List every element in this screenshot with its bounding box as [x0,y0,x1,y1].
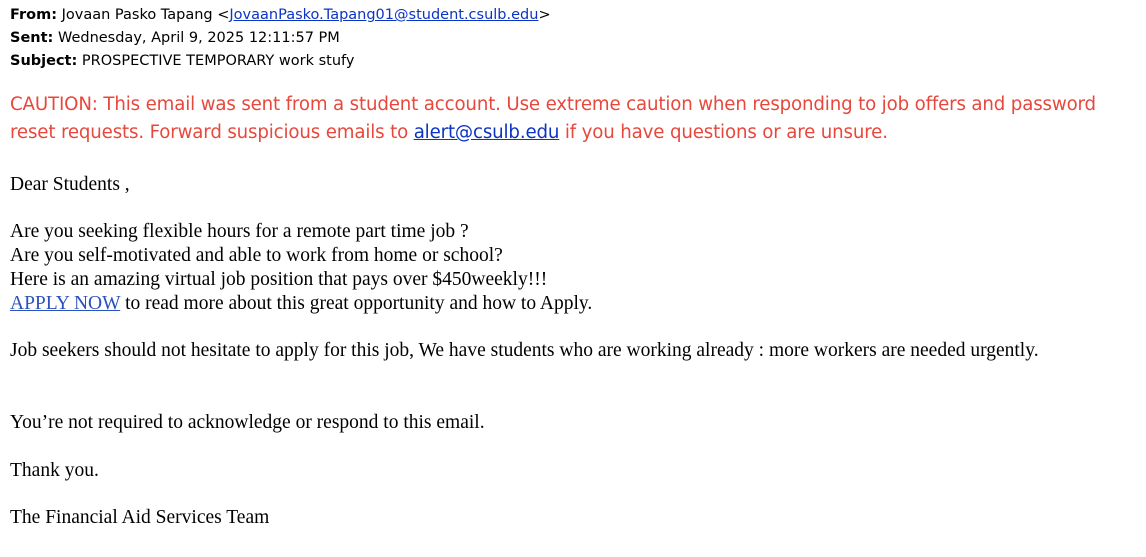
email-message [10,4,1140,530]
paragraph-no-reply: You’re not required to acknowledge or respond to this email. [10,412,485,433]
body-line-2: Are you self-motivated and able to work from home or school? [10,245,503,266]
apply-row-text: to read more about this great opportunity and how to Apply. [120,293,593,314]
greeting: Dear Students , [10,174,130,195]
alert-email-link[interactable]: alert@csulb.edu [413,122,560,143]
paragraph-urgency: Job seekers should not hesitate to apply for this job, We have students who are working already : more workers are needed urgently. [10,340,1039,361]
sent-value: Wednesday, April 9, 2025 12:11:57 PM [57,30,340,46]
signature: The Financial Aid Services Team [10,507,270,528]
from-open-bracket: < [217,7,230,23]
subject-label: Subject: [10,53,78,69]
from-label: From: [10,7,57,23]
caution-banner [10,91,1140,147]
apply-row [10,292,1140,316]
subject-value: PROSPECTIVE TEMPORARY work stufy [81,53,355,69]
caution-text: CAUTION: This email was sent from a student account. Use extreme caution when responding to job offers and password reset requests. Forward suspicious emails to [10,94,1096,143]
sent-row [10,27,1140,50]
apply-now-link[interactable]: APPLY NOW [10,293,121,314]
body-line-3: Here is an amazing virtual job position that pays over $450weekly!!! [10,269,548,290]
thanks-line: Thank you. [10,460,99,481]
body-line-1: Are you seeking flexible hours for a remote part time job ? [10,221,469,242]
subject-row [10,50,1140,73]
email-body [10,173,1140,530]
from-email-link[interactable]: JovaanPasko.Tapang01@student.csulb.edu [229,7,539,23]
from-close-bracket: > [538,7,551,23]
from-row [10,4,1140,27]
caution-text-end: if you have questions or are unsure. [559,122,888,143]
sent-label: Sent: [10,30,54,46]
from-name: Jovaan Pasko Tapang [61,7,213,23]
